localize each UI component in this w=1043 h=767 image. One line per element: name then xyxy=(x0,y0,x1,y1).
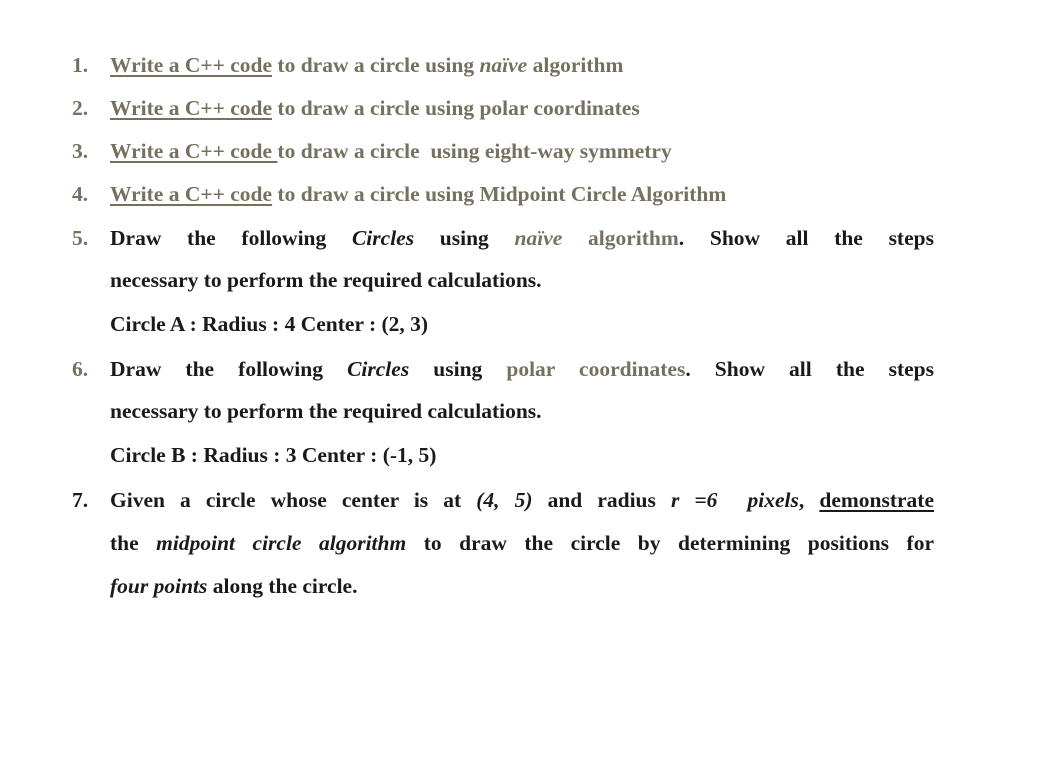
question-4-text: to draw a circle using Midpoint Circle Algorithm xyxy=(272,182,727,206)
question-3 xyxy=(110,138,672,164)
question-1-emphasis: naïve xyxy=(479,53,528,77)
question-7-center-emphasis: (4, 5) xyxy=(476,488,533,512)
question-5-line-2: necessary to perform the required calculations. xyxy=(110,268,542,292)
question-7-line-2-end: to draw the circle by determining positions for xyxy=(406,531,934,555)
question-7-number: 7. xyxy=(72,488,89,512)
question-5-text-4: . Show all the steps xyxy=(678,226,934,250)
question-2-link[interactable]: Write a C++ code xyxy=(110,96,273,120)
question-7-line-3-end: along the circle. xyxy=(207,574,358,598)
question-1-text-after: algorithm xyxy=(527,53,624,77)
question-6-text-4: . Show all the steps xyxy=(685,357,934,381)
question-1-link[interactable]: Write a C++ code xyxy=(110,53,273,77)
question-1 xyxy=(110,52,623,78)
question-5-line-1 xyxy=(110,225,934,251)
question-7-line-2 xyxy=(110,530,934,556)
question-6-circles-emphasis: Circles xyxy=(347,357,410,381)
question-7-text-3: , xyxy=(798,488,820,512)
question-4-link[interactable]: Write a C++ code xyxy=(110,182,273,206)
question-7-demonstrate: demonstrate xyxy=(819,488,934,512)
question-7-text-2: and radius xyxy=(532,488,671,512)
question-5-algorithm: algorithm xyxy=(562,226,679,250)
question-4-number: 4. xyxy=(72,182,89,206)
question-4 xyxy=(110,181,726,207)
question-7-line-3 xyxy=(110,573,357,599)
question-7-line-2-start: the xyxy=(110,531,157,555)
question-6-text-2: using xyxy=(409,357,507,381)
question-5-text-2: using xyxy=(414,226,515,250)
question-3-text: to draw a circle using eight-way symmetry xyxy=(277,139,672,163)
question-6-line-2: necessary to perform the required calculations. xyxy=(110,399,542,423)
question-2-text: to draw a circle using polar coordinates xyxy=(272,96,640,120)
question-7-four-points-emphasis: four points xyxy=(110,574,208,598)
question-6-number: 6. xyxy=(72,357,89,381)
question-7-radius-emphasis: r =6 pixels xyxy=(670,488,799,512)
question-3-number: 3. xyxy=(72,139,89,163)
question-6-line-1 xyxy=(110,356,934,382)
question-6-polar-coordinates: polar coordinates xyxy=(506,357,686,381)
question-5-circles-emphasis: Circles xyxy=(351,226,415,250)
question-5-naive-emphasis: naïve xyxy=(514,226,563,250)
question-6-text-1: Draw the following xyxy=(110,357,348,381)
question-5-number: 5. xyxy=(72,226,89,250)
question-1-number: 1. xyxy=(72,53,89,77)
question-7-midpoint-emphasis: midpoint circle algorithm xyxy=(156,531,407,555)
question-2-number: 2. xyxy=(72,96,89,120)
question-7-text-1: Given a circle whose center is at xyxy=(110,488,477,512)
question-2 xyxy=(110,95,640,121)
question-7-line-1 xyxy=(110,487,934,513)
question-6-line-3: Circle B : Radius : 3 Center : (-1, 5) xyxy=(110,443,437,467)
question-1-text-before: to draw a circle using xyxy=(272,53,480,77)
question-5-line-3: Circle A : Radius : 4 Center : (2, 3) xyxy=(110,312,429,336)
question-5-text-1: Draw the following xyxy=(110,226,352,250)
question-3-link[interactable]: Write a C++ code xyxy=(110,139,278,163)
